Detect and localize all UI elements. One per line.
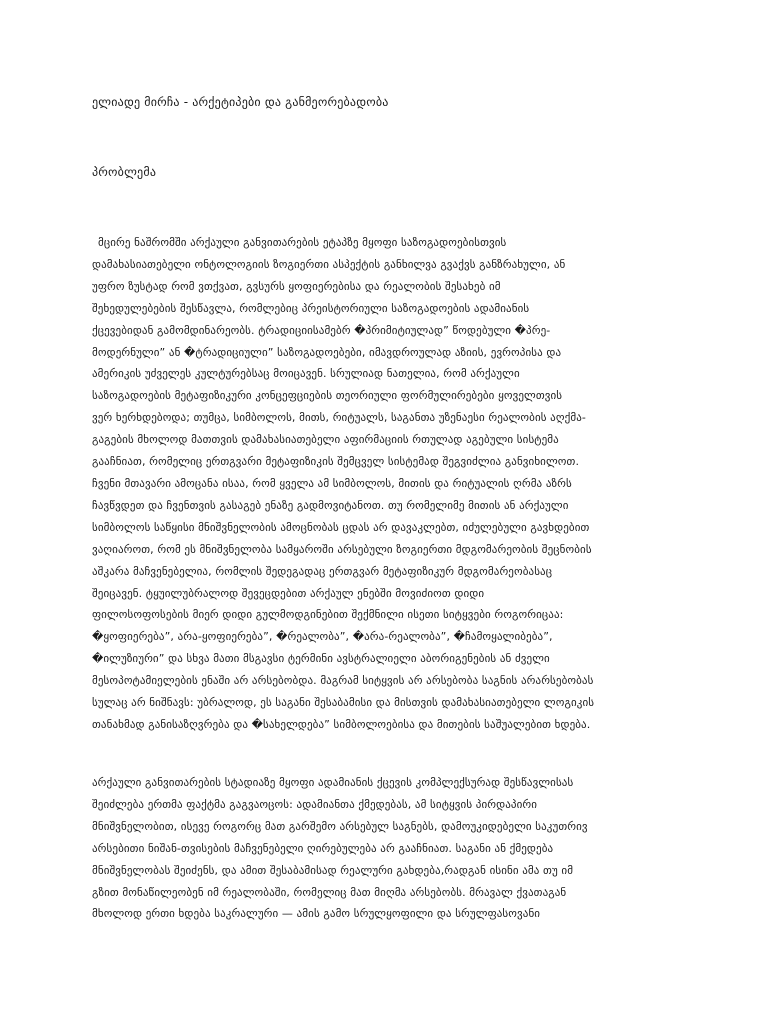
paragraph-line: მნიშვნელობას შეიძენს, და ამით შესაბამისად რეალური გახდება,რადგან ისინი ამა თუ იმ xyxy=(92,863,574,877)
paragraph-line: შეხედულებების შესწავლა, რომლებიც პრეისტორიული საზოგადოების ადამიანის xyxy=(92,301,530,315)
paragraph-line: გაგების მხოლოდ მათთვის დამახასიათებელი აფირმაციის რთულად აგებული სისტემა xyxy=(92,433,559,447)
paragraph-1 xyxy=(92,232,692,736)
paragraph-line: ფილოსოფოსების მიერ დიდი გულმოდგინებით შექმნილი ისეთი სიტყვები როგორიცაა: xyxy=(92,608,564,622)
document-title: ელიადე მირჩა - არქეტიპები და განმეორებადობა xyxy=(92,95,389,109)
paragraph-line: სულაც არ ნიშნავს: უბრალოდ, ეს საგანი შესაბამისი და მისთვის დამახასიათებელი ლოგიკის xyxy=(92,696,595,710)
paragraph-line: მხოლოდ ერთი ხდება საკრალური — ამის გამო სრულყოფილი და სრულფასოვანი xyxy=(92,907,541,921)
paragraph-line: ჩვენი მთავარი ამოცანა ისაა, რომ ყველა ამ სიმბოლოს, მითის და რიტუალის ღრმა აზრს xyxy=(92,476,572,490)
paragraph-line: ქცევებიდან გამომდინარეობს. ტრადიციისამებრ �პრიმიტიულად” წოდებული �პრე- xyxy=(92,323,551,337)
paragraph-line: �ყოფიერება”, არა-ყოფიერება”, �რეალობა”, �არა-რეალობა”, �ჩამოყალიბება”, xyxy=(92,630,553,644)
paragraph-line: ვერ ხერხდებოდა; თუმცა, სიმბოლოს, მითს, რიტუალს, საგანთა უზენაესი რეალობის აღქმა- xyxy=(92,411,586,425)
paragraph-line: შეიცავენ. ტყუილუბრალოდ შევეცდებით არქაულ ენებში მოვიძიოთ დიდი xyxy=(92,586,485,600)
paragraph-line: საზოგადოების მეტაფიზიკური კონცეფციების თეორიული ფორმულირებები ყოველთვის xyxy=(92,389,563,403)
paragraph-line: მესოპოტამიელების ენაში არ არსებობდა. მაგრამ სიტყვის არ არსებობა საგნის არარსებობას xyxy=(92,674,594,688)
paragraph-line: მოდერნული” ან �ტრადიციული” საზოგადოებები, იმავდროულად აზიის, ევროპისა და xyxy=(92,345,562,359)
paragraph-line: თანახმად განისაზღვრება და �სახელდება” სიმბოლოებისა და მითების საშუალებით ხდება. xyxy=(92,717,591,731)
section-heading: პრობლემა xyxy=(92,165,157,179)
paragraph-line: მნიშვნელობით, ისევე როგორც მათ გარშემო არსებულ საგნებს, დამოუკიდებელი საკუთრივ xyxy=(92,819,588,833)
paragraph-line: მცირე ნაშრომში არქაული განვითარების ეტაპზე მყოფი საზოგადოებისთვის xyxy=(98,236,507,249)
paragraph-line: შეიძლება ერთმა ფაქტმა გაგვაოცოს: ადამიანთა ქმედებას, ამ სიტყვის პირდაპირი xyxy=(92,797,538,811)
paragraph-line: არქაული განვითარების სტადიაზე მყოფი ადამიანის ქცევის კომპლექსურად შესწავლისას xyxy=(92,776,574,789)
paragraph-line: ჩავწვდეთ და ჩვენთვის გასაგებ ენაზე გადმოვიტანოთ. თუ რომელიმე მითის ან არქაული xyxy=(92,498,569,512)
paragraph-line: არსებითი ნიშან-თვისების მაჩვენებელი ღირებულება არ გააჩნიათ. საგანი ან ქმედება xyxy=(92,841,554,855)
paragraph-line: სიმბოლოს საწყისი მნიშვნელობის ამოცნობას ცდას არ დავაკლებთ, იძულებული გავხდებით xyxy=(92,520,590,534)
paragraph-line: გზით მონაწილეობენ იმ რეალობაში, რომელიც მათ მიღმა არსებობს. მრავალ ქვათაგან xyxy=(92,885,567,899)
paragraph-line: გააჩნიათ, რომელიც ერთგვარი მეტაფიზიკის შემცველ სისტემად შეგვიძლია განვიხილოთ. xyxy=(92,455,580,469)
paragraph-line: ვაღიაროთ, რომ ეს მნიშვნელობა სამყაროში არსებული ზოგიერთი მდგომარეობის შეცნობის xyxy=(92,542,592,556)
paragraph-line: დამახასიათებელი ონტოლოგიის ზოგიერთი ასპექტის განხილვა გვაქვს განზრახული, ან xyxy=(92,257,566,271)
paragraph-line: უფრო ზუსტად რომ ვთქვათ, გვსურს ყოფიერებისა და რეალობის შესახებ იმ xyxy=(92,279,501,293)
paragraph-line: აშკარა მაჩვენებელია, რომლის შედეგადაც ერთგვარ მეტაფიზიკურ მდგომარეობასაც xyxy=(92,564,553,578)
paragraph-line: ამერიკის უძველეს კულტურებსაც მოიცავენ. სრულიად ნათელია, რომ არქაული xyxy=(92,367,520,381)
paragraph-line: �ილუზიური” და სხვა მათი მსგავსი ტერმინი ავსტრალიელი აბორიგენების ან ძველი xyxy=(92,652,550,666)
paragraph-2 xyxy=(92,772,692,925)
